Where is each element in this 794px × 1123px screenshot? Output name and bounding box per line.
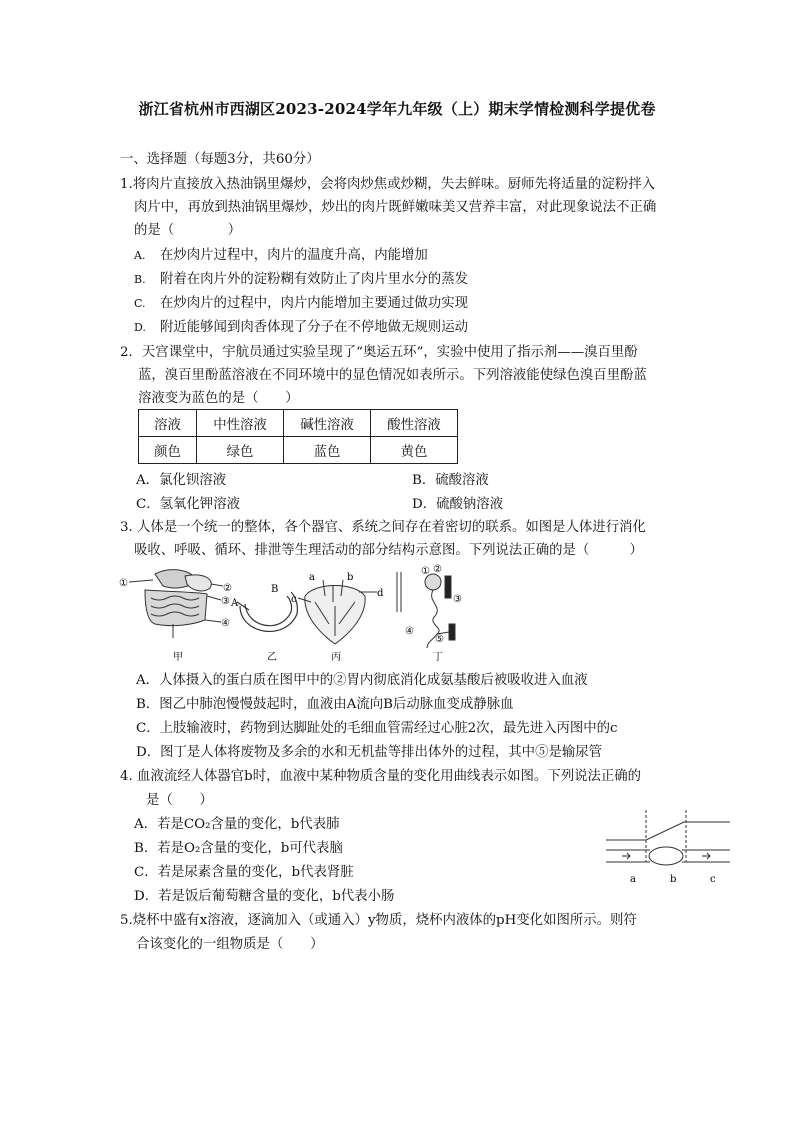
option-key: C. [134, 297, 146, 310]
ding-label-4: ④ [405, 626, 414, 637]
q1-option-b[interactable] [134, 272, 468, 288]
q2-option-d[interactable] [412, 497, 503, 513]
q1-stem-line3: 的是（ ） [134, 223, 242, 238]
ding-label-1: ① [421, 566, 430, 577]
heart-diagram [298, 580, 377, 644]
option-text: 若是饭后葡萄糖含量的变化，b代表小肠 [158, 889, 395, 904]
option-text: 硫酸钠溶液 [436, 497, 504, 512]
bing-label-a: a [309, 572, 315, 583]
jia-label-1: ① [119, 578, 128, 589]
caption-jia: 甲 [173, 652, 183, 663]
table-cell: 碱性溶液 [284, 410, 371, 437]
option-text: 硫酸溶液 [435, 473, 489, 488]
option-text: 氢氧化钾溶液 [159, 497, 240, 512]
jia-label-3: ③ [221, 596, 230, 607]
option-text: 若是O₂含量的变化，b可代表脑 [157, 841, 343, 856]
option-text: 在炒肉片过程中，肉片的温度升高，内能增加 [160, 248, 428, 263]
bing-label-d: d [377, 588, 384, 599]
table-row [139, 437, 458, 464]
caption-bing: 丙 [331, 652, 341, 663]
option-key: C． [134, 865, 158, 880]
page-title: 浙江省杭州市西湖区2023-2024学年九年级（上）期末学情检测科学提优卷 [138, 100, 656, 118]
table-cell: 蓝色 [284, 437, 371, 464]
table-cell: 颜色 [139, 437, 197, 464]
q1-stem-line1: 1.将肉片直接放入热油锅里爆炒，会将肉炒焦或炒糊，失去鲜味。厨师先将适量的淀粉拌入 [120, 177, 656, 192]
ding-label-2: ② [433, 564, 442, 575]
curve-lines [606, 810, 730, 865]
q5-stem-line2: 合该变化的一组物质是（ ） [136, 937, 324, 952]
q2-option-a[interactable] [136, 473, 226, 489]
option-key: D. [134, 321, 146, 334]
q1-option-d[interactable] [134, 320, 468, 336]
q1-stem-line2: 肉片中，再放到热油锅里爆炒，炒出的肉片既鲜嫩味美又营养丰富，对此现象说法不正确 [134, 200, 657, 215]
jia-label-4: ④ [221, 618, 230, 629]
option-key: A． [134, 817, 158, 832]
option-key: D． [134, 889, 159, 904]
q3-option-b[interactable] [136, 697, 514, 713]
option-text: 氯化钡溶液 [159, 473, 227, 488]
option-key: C． [136, 497, 160, 512]
alveolus-capillary-diagram [237, 592, 297, 631]
option-key: B. [134, 273, 146, 286]
option-text: 人体摄入的蛋白质在图甲中的②胃内彻底消化成氨基酸后被吸收进入血液 [159, 673, 588, 688]
option-text: 图乙中肺泡慢慢鼓起时，血液由A流向B后动脉血变成静脉血 [159, 697, 514, 712]
q4-option-d[interactable] [134, 889, 394, 905]
q4-option-c[interactable] [134, 865, 354, 881]
digestive-system-diagram [129, 570, 223, 638]
q2-option-b[interactable] [412, 473, 489, 489]
option-key: C． [136, 721, 160, 736]
option-text: 若是尿素含量的变化，b代表肾脏 [157, 865, 354, 880]
q4-stem-line1: 4. 血液流经人体器官b时，血液中某种物质含量的变化用曲线表示如图。下列说法正确的 [120, 769, 642, 784]
option-text: 附着在肉片外的淀粉糊有效防止了肉片里水分的蒸发 [160, 272, 468, 287]
q2-stem-line3: 溶液变为蓝色的是（ ） [138, 391, 299, 406]
q1-option-c[interactable] [134, 296, 468, 312]
option-key: A． [136, 673, 160, 688]
option-key: D． [136, 745, 161, 760]
curve-label-b: b [670, 874, 677, 885]
option-text: 若是CO₂含量的变化，b代表肺 [157, 817, 340, 832]
option-text: 图丁是人体将废物及多余的水和无机盐等排出体外的过程，其中⑤是输尿管 [160, 745, 603, 760]
ding-label-5: ⑤ [435, 634, 444, 645]
bing-label-c: c [291, 594, 297, 605]
option-text: 上肢输液时，药物到达脚趾处的毛细血管需经过心脏2次，最先进入丙图中的c [159, 721, 618, 736]
q3-stem-line1: 3. 人体是一个统一的整体，各个器官、系统之间存在着密切的联系。如图是人体进行消化 [120, 520, 646, 535]
option-text: 在炒肉片的过程中，肉片内能增加主要通过做功实现 [160, 296, 468, 311]
q1-option-a[interactable] [134, 248, 428, 264]
indicator-color-table [138, 409, 458, 464]
table-row [139, 410, 458, 437]
yi-label-a: A [231, 598, 239, 609]
bing-label-b: b [347, 572, 354, 583]
jia-label-2: ② [223, 583, 232, 594]
caption-ding: 丁 [433, 652, 443, 663]
section-heading: 一、选择题（每题3分，共60分） [120, 152, 320, 167]
q3-stem-line2: 吸收、呼吸、循环、排泄等生理活动的部分结构示意图。下列说法正确的是（ ） [134, 543, 643, 558]
q4-option-a[interactable] [134, 817, 340, 833]
table-cell: 酸性溶液 [371, 410, 458, 437]
q2-option-c[interactable] [136, 497, 240, 513]
option-key: A． [136, 473, 160, 488]
q3-anatomy-figure [115, 562, 475, 666]
q2-stem-line1: 2．天宫课堂中，宇航员通过实验呈现了“奥运五环”，实验中使用了指示剂——溴百里酚 [120, 345, 638, 360]
q4-option-b[interactable] [134, 841, 343, 857]
option-key: A. [134, 249, 146, 262]
q3-option-c[interactable] [136, 721, 618, 737]
table-cell: 中性溶液 [197, 410, 284, 437]
option-key: B． [134, 841, 158, 856]
table-cell: 绿色 [197, 437, 284, 464]
option-text: 附近能够闻到肉香体现了分子在不停地做无规则运动 [160, 320, 468, 335]
q3-option-d[interactable] [136, 745, 602, 761]
ding-label-3: ③ [453, 594, 462, 605]
blood-flow-curve-figure [606, 808, 732, 888]
yi-label-b: B [271, 584, 279, 595]
table-cell: 溶液 [139, 410, 197, 437]
q3-option-a[interactable] [136, 673, 588, 689]
option-key: B． [412, 473, 436, 488]
q5-stem-line1: 5.烧杯中盛有x溶液，逐滴加入（或通入）y物质，烧杯内液体的pH变化如图所示。则符 [120, 913, 637, 928]
option-key: D． [412, 497, 437, 512]
q4-stem-line2: 是（ ） [146, 793, 213, 808]
table-cell: 黄色 [371, 437, 458, 464]
curve-label-c: c [710, 874, 716, 885]
q2-stem-line2: 蓝，溴百里酚蓝溶液在不同环境中的显色情况如表所示。下列溶液能使绿色溴百里酚蓝 [138, 368, 647, 383]
option-key: B． [136, 697, 160, 712]
curve-label-a: a [630, 874, 636, 885]
caption-yi: 乙 [267, 652, 277, 663]
